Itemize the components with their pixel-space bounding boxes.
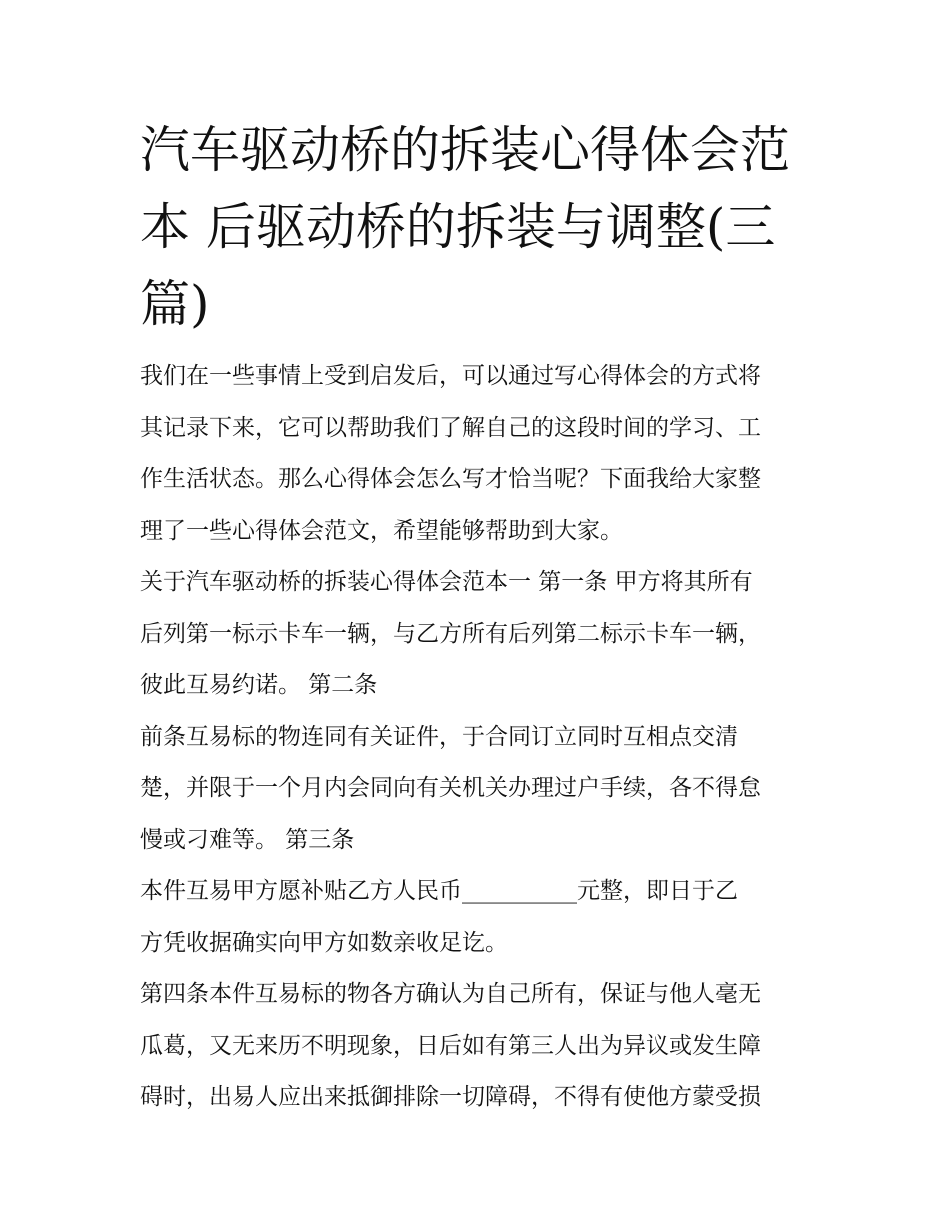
body-line: 慢或刁难等。 第三条	[140, 826, 355, 853]
title-line: 本 后驱动桥的拆装与调整(三	[140, 198, 776, 256]
title-line: 汽车驱动桥的拆装心得体会范	[140, 121, 790, 179]
body-line: 碍时，出易人应出来抵御排除一切障碍，不得有使他方蒙受损	[140, 1084, 761, 1110]
body-line: 其记录下来，它可以帮助我们了解自己的这段时间的学习、工	[140, 414, 761, 441]
body-line: 第四条本件互易标的物各方确认为自己所有，保证与他人毫无	[140, 981, 761, 1007]
document-body	[140, 351, 815, 1124]
body-line: 彼此互易约诺。 第二条	[140, 672, 378, 698]
document-title	[140, 112, 815, 343]
document-content	[140, 112, 815, 1124]
body-line: 瓜葛，又无来历不明现象，日后如有第三人出为异议或发生障	[140, 1032, 761, 1059]
body-line: 方凭收据确实向甲方如数亲收足讫。	[140, 929, 508, 956]
body-line: 楚，并限于一个月内会同向有关机关办理过户手续，各不得怠	[140, 775, 761, 801]
body-line: 前条互易标的物连同有关证件，于合同订立同时互相点交清	[140, 723, 738, 750]
body-line: 作生活状态。那么心得体会怎么写才恰当呢？下面我给大家整	[140, 466, 761, 492]
body-line: 后列第一标示卡车一辆，与乙方所有后列第二标示卡车一辆，	[140, 620, 761, 647]
body-line: 本件互易甲方愿补贴乙方人民币__________元整，即日于乙	[140, 878, 738, 904]
body-line: 关于汽车驱动桥的拆装心得体会范本一 第一条 甲方将其所有	[140, 569, 753, 595]
title-line: 篇)	[140, 275, 210, 333]
body-line: 理了一些心得体会范文，希望能够帮助到大家。	[140, 517, 623, 544]
body-line: 我们在一些事情上受到启发后，可以通过写心得体会的方式将	[140, 363, 761, 389]
